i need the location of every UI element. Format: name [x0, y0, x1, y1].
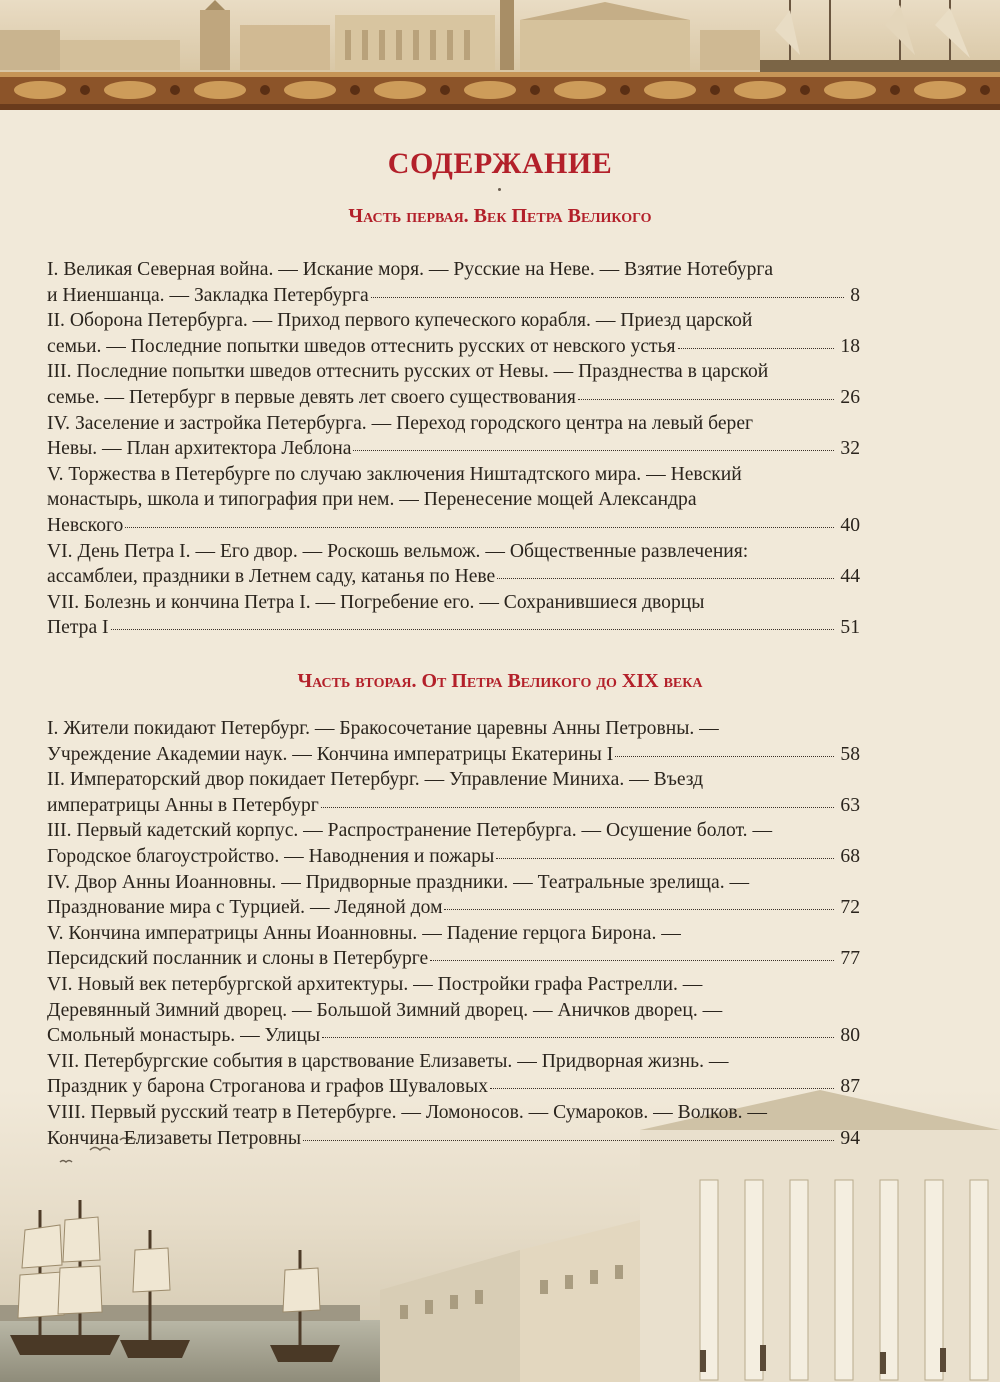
entry-line: I. Жители покидают Петербург. — Бракосочетание царевны Анны Петровны. — — [47, 718, 719, 739]
entry-line: Учреждение Академии наук. — Кончина императрицы Екатерины I — [47, 743, 614, 765]
entry-line: VI. День Петра I. — Его двор. — Роскошь вельмож. — Общественные развлечения: — [47, 540, 749, 562]
toc-entry[interactable] — [47, 716, 860, 767]
dot-leader — [321, 807, 835, 808]
toc-entry[interactable] — [47, 257, 860, 308]
dot-leader — [490, 1088, 834, 1089]
toc-entry[interactable] — [47, 818, 860, 869]
dot-leader — [678, 348, 835, 349]
entry-line: Городское благоустройство. — Наводнения и пожары — [47, 845, 495, 867]
dot-leader — [615, 756, 834, 757]
entry-line: Праздник у барона Строганова и графов Шуваловых — [47, 1076, 489, 1098]
page-number: 77 — [840, 948, 860, 970]
page-number: 63 — [840, 794, 860, 816]
dot-leader — [303, 1140, 834, 1141]
entry-line: семьи. — Последние попытки шведов оттеснить русских от невского устья — [47, 335, 676, 357]
entry-line: Персидский посланник и слоны в Петербурге — [47, 948, 429, 970]
dot-leader — [497, 578, 834, 579]
page-number: 44 — [840, 566, 860, 588]
dot-leader — [444, 909, 834, 910]
page-number: 94 — [840, 1127, 860, 1149]
page-number: 40 — [840, 514, 860, 536]
dot-leader — [496, 858, 834, 859]
toc-entry[interactable] — [47, 359, 860, 410]
page-number: 32 — [840, 438, 860, 460]
dot-leader — [353, 450, 834, 451]
entry-line: Празднование мира с Турцией. — Ледяной дом — [47, 897, 443, 919]
entry-line: V. Торжества в Петербурге по случаю заключения Ништадтского мира. — Невский — [47, 463, 742, 485]
entry-line: Петра I — [47, 617, 109, 639]
toc-entry[interactable] — [47, 972, 860, 1049]
entry-line: Невского — [47, 514, 124, 536]
dot-leader — [111, 629, 835, 630]
page-number: 68 — [840, 845, 860, 867]
entry-line: и Ниеншанца. — Закладка Петербурга — [47, 284, 369, 306]
dot-leader — [430, 960, 834, 961]
toc-entry[interactable] — [47, 870, 860, 921]
entry-line: Невы. — План архитектора Леблона — [47, 438, 352, 460]
entry-line: V. Кончина императрицы Анны Иоанновны. — Падение герцога Бирона. — — [47, 922, 681, 944]
page-number: 87 — [840, 1076, 860, 1098]
entry-line: III. Первый кадетский корпус. — Распространение Петербурга. — Осушение болот. — — [47, 820, 773, 842]
entry-line: Смольный монастырь. — Улицы — [47, 1025, 321, 1047]
toc-entry[interactable] — [47, 308, 860, 359]
dot-leader — [578, 399, 835, 400]
entry-line: I. Великая Северная война. — Искание моря. — Русские на Неве. — Взятие Нотебурга — [47, 259, 774, 280]
toc-entry[interactable] — [47, 539, 860, 590]
entry-line: II. Оборона Петербурга. — Приход первого купеческого корабля. — Приезд царской — [47, 310, 753, 332]
entry-line: III. Последние попытки шведов оттеснить русских от Невы. — Празднества в царской — [47, 361, 769, 383]
entry-line: императрицы Анны в Петербург — [47, 794, 319, 816]
toc-entry[interactable] — [47, 1049, 860, 1100]
page-number: 26 — [840, 386, 860, 408]
page-number: 8 — [850, 284, 860, 306]
toc-entry[interactable] — [47, 1100, 860, 1151]
toc-entry[interactable] — [47, 462, 860, 539]
part-one-heading: Часть первая. Век Петра Великого — [348, 205, 652, 227]
entry-line: ассамблеи, праздники в Летнем саду, катанья по Неве — [47, 566, 496, 588]
page-number: 80 — [840, 1025, 860, 1047]
entry-line: Деревянный Зимний дворец. — Большой Зимний дворец. — Аничков дворец. — — [47, 999, 723, 1021]
entry-line: монастырь, школа и типография при нем. — Перенесение мощей Александра — [47, 489, 697, 511]
entry-line: VIII. Первый русский театр в Петербурге. — Ломоносов. — Сумароков. — Волков. — — [47, 1101, 768, 1123]
top-illustration — [0, 0, 1000, 110]
entry-line: VII. Петербургские события в царствование Елизаветы. — Придворная жизнь. — — [47, 1050, 729, 1072]
entry-line: IV. Заселение и застройка Петербурга. — Переход городского центра на левый берег — [47, 412, 754, 434]
page-number: 72 — [840, 897, 860, 919]
entry-line: VII. Болезнь и кончина Петра I. — Погребение его. — Сохранившиеся дворцы — [47, 591, 705, 613]
dot-leader — [322, 1037, 834, 1038]
entry-line: II. Императорский двор покидает Петербург. — Управление Миниха. — Въезд — [47, 769, 704, 791]
page-number: 51 — [840, 617, 860, 639]
dot-leader — [371, 297, 845, 298]
toc-entry[interactable] — [47, 411, 860, 462]
toc-entry[interactable] — [47, 767, 860, 818]
part-two-heading: Часть вторая. От Петра Великого до XIX века — [297, 670, 703, 692]
page-number: 18 — [840, 335, 860, 357]
dot-leader — [125, 527, 834, 528]
toc-entry[interactable] — [47, 921, 860, 972]
entry-line: VI. Новый век петербургской архитектуры. — Постройки графа Растрелли. — — [47, 973, 703, 995]
part-one-entries — [47, 257, 860, 641]
entry-line: IV. Двор Анны Иоанновны. — Придворные праздники. — Театральные зрелища. — — [47, 871, 750, 893]
entry-line: семье. — Петербург в первые девять лет своего существования — [47, 386, 576, 408]
toc-entry[interactable] — [47, 590, 860, 641]
page-title: СОДЕРЖАНИЕ — [387, 147, 613, 180]
part-two-entries — [47, 716, 860, 1151]
decorative-dot — [498, 188, 501, 191]
page-number: 58 — [840, 743, 860, 765]
entry-line: Кончина Елизаветы Петровны — [47, 1127, 302, 1149]
